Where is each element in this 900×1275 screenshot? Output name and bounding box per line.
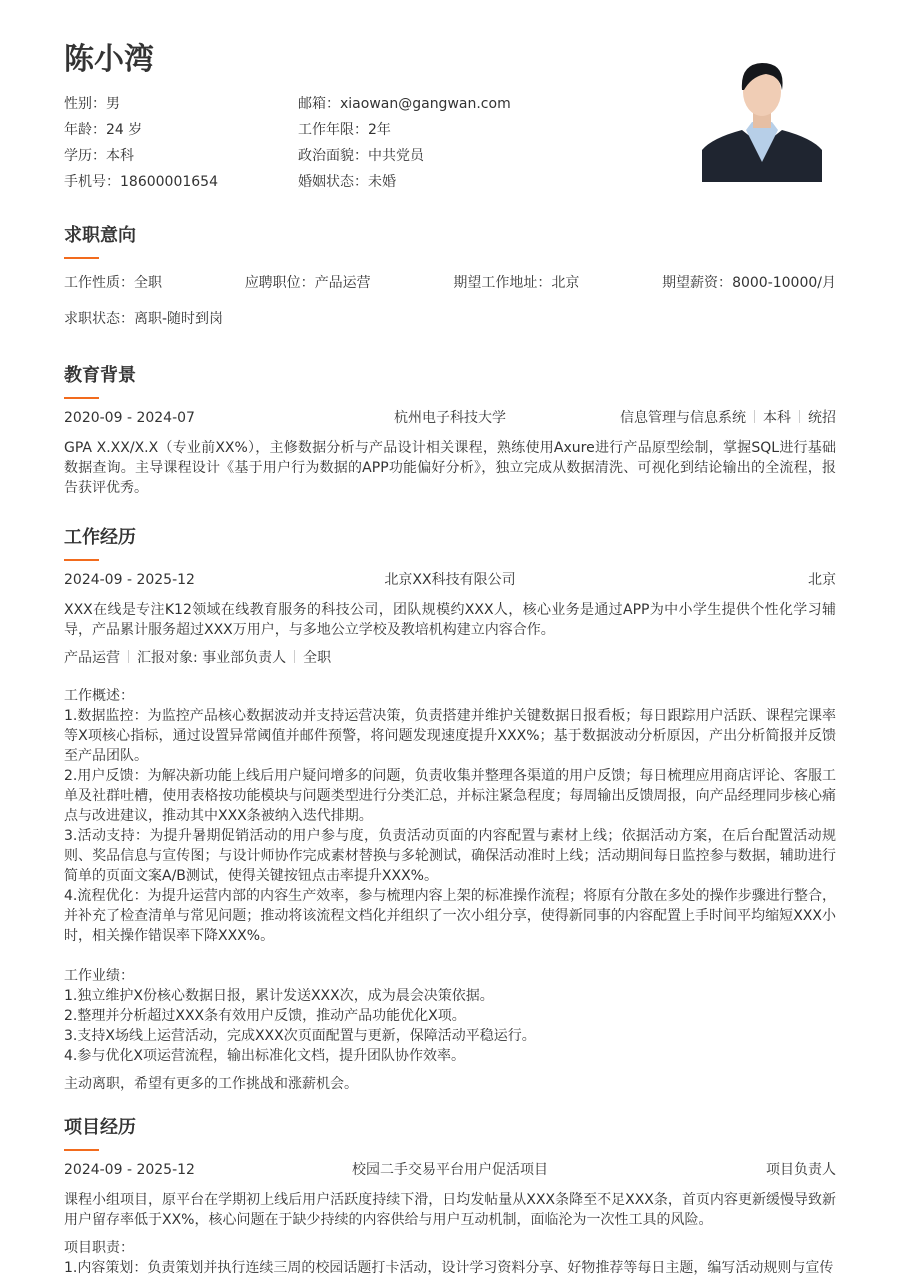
- project-description: 课程小组项目，原平台在学期初上线后用户活跃度持续下滑，日均发帖量从XXX条降至不足XXX条，首页内容更新缓慢导致新用户留存率低于XX%，核心问题在于缺少持续的内容供给与用户互动机制，面临沦为一次性工具的风险。: [64, 1192, 836, 1228]
- tag-type: 全职: [303, 650, 332, 666]
- info-age: [64, 120, 298, 146]
- info-marital: [298, 172, 532, 198]
- education-description: GPA X.XX/X.X（专业前XX%），主修数据分析与产品设计相关课程，熟练使用Axure进行产品原型绘制，掌握SQL进行基础数据查询。主导课程设计《基于用户行为数据的APP功能偏好分析》，独立完成从数据清洗、可视化到结论输出的全流程，报告获评优秀。: [64, 440, 836, 496]
- section-underline: [64, 559, 99, 561]
- intent-type: [64, 273, 162, 293]
- section-title: 求职意向: [64, 225, 136, 246]
- info-label: 邮箱：: [298, 96, 340, 112]
- overview-item: 4.流程优化：为提升运营内部的内容生产效率，参与梳理内容上架的标准操作流程；将原有分散在多处的操作步骤进行整合，并补充了检查清单与常见问题；推动将该流程文档化并组织了一次小组分享，使得新同事的内容配置上手时间平均缩短XXX小时，相关操作错误率下降XXX%。: [64, 888, 836, 944]
- section-title: 工作经历: [64, 527, 136, 548]
- tag-role: 产品运营: [64, 650, 120, 666]
- info-value: xiaowan@gangwan.com: [340, 96, 511, 112]
- education-meta: [64, 408, 836, 428]
- basic-info: [64, 94, 664, 198]
- intent-value: 全职: [134, 275, 162, 291]
- work-company: 北京XX科技有限公司: [384, 572, 516, 588]
- work-period: 2024-09 - 2025-12: [64, 572, 195, 588]
- intent-label: 工作性质：: [64, 275, 134, 291]
- achievements-title: 工作业绩：: [64, 968, 134, 984]
- info-value: 中共党员: [368, 148, 424, 164]
- duty-item: 1.内容策划：负责策划并执行连续三周的校园话题打卡活动，设计学习资料分享、好物推荐等每日主题，编写活动规则与宣传: [64, 1260, 834, 1275]
- section-underline: [64, 257, 99, 259]
- education-section: [64, 364, 836, 498]
- intent-status: [64, 309, 836, 329]
- info-gender: [64, 94, 298, 120]
- section-title: 项目经历: [64, 1117, 136, 1138]
- info-label: 性别：: [64, 96, 106, 112]
- intent-label: 求职状态：: [64, 311, 134, 327]
- info-value: 2年: [368, 122, 391, 138]
- intent-position: [245, 273, 371, 293]
- achievement-item: 4.参与优化X项运营流程，输出标准化文档，提升团队协作效率。: [64, 1048, 465, 1064]
- work-section: [64, 526, 836, 1094]
- intent-value: 北京: [551, 275, 580, 291]
- overview-title: 工作概述：: [64, 688, 134, 704]
- project-name: 校园二手交易平台用户促活项目: [352, 1162, 548, 1178]
- info-email: [298, 94, 532, 120]
- achievement-item: 2.整理并分析超过XXX条有效用户反馈，推动产品功能优化X项。: [64, 1008, 466, 1024]
- achievement-item: 3.支持X场线上运营活动，完成XXX次页面配置与更新，保障活动平稳运行。: [64, 1028, 536, 1044]
- info-label: 手机号：: [64, 174, 120, 190]
- info-row: [64, 120, 664, 146]
- overview-item: 2.用户反馈：为解决新功能上线后用户疑问增多的问题，负责收集并整理各渠道的用户反馈；每日梳理应用商店评论、客服工单及社群吐槽，使用表格按功能模块与问题类型进行分类汇总，并标注紧急程度；每周输出反馈周报，向产品经理同步核心痛点与改进建议，推动其中XXX条被纳入迭代排期。: [64, 768, 836, 824]
- work-tags: [64, 648, 836, 668]
- project-role: 项目负责人: [766, 1162, 836, 1178]
- intent-value: 离职-随时到岗: [134, 311, 224, 327]
- info-value: 18600001654: [120, 174, 218, 190]
- info-label: 政治面貌：: [298, 148, 368, 164]
- intent-salary: [662, 273, 836, 293]
- info-label: 学历：: [64, 148, 106, 164]
- education-tags: [620, 408, 836, 428]
- education-period: 2020-09 - 2024-07: [64, 410, 195, 426]
- project-section: [64, 1116, 836, 1275]
- tag-enrollment: 统招: [808, 410, 836, 426]
- tag-degree: 本科: [763, 410, 791, 426]
- info-political: [298, 146, 532, 172]
- divider: [799, 410, 800, 423]
- duties-title: 项目职责：: [64, 1240, 134, 1256]
- work-location: 北京: [808, 572, 836, 588]
- intent-label: 期望工作地址：: [453, 275, 552, 291]
- overview-item: 1.数据监控：为监控产品核心数据波动并支持运营决策，负责搭建并维护关键数据日报看板；每日跟踪用户活跃、课程完课率等X项核心指标，通过设置异常阈值并邮件预警，将问题发现速度提升XXX%；基于数据波动分析原因，产出分析简报并反馈至产品团队。: [64, 708, 836, 764]
- project-period: 2024-09 - 2025-12: [64, 1162, 195, 1178]
- overview-item: 3.活动支持：为提升暑期促销活动的用户参与度，负责活动页面的内容配置与素材上线；依据活动方案，在后台配置活动规则、奖品信息与宣传图；与设计师协作完成素材替换与多轮测试，确保活动准时上线；活动期间每日监控参与数据，辅助进行简单的页面文案A/B测试，使得关键按钮点击率提升XXX%。: [64, 828, 836, 884]
- info-row: [64, 146, 664, 172]
- intent-location: [453, 273, 579, 293]
- section-underline: [64, 1149, 99, 1151]
- tag-major: 信息管理与信息系统: [620, 410, 746, 426]
- candidate-name: 陈小湾: [64, 42, 154, 77]
- info-phone: [64, 172, 298, 198]
- info-row: [64, 94, 664, 120]
- project-meta: [64, 1160, 836, 1180]
- divider: [128, 650, 129, 663]
- info-value: 24 岁: [106, 122, 143, 138]
- divider: [294, 650, 295, 663]
- section-underline: [64, 397, 99, 399]
- intent-label: 应聘职位：: [244, 275, 315, 291]
- info-value: 本科: [106, 148, 134, 164]
- intent-label: 期望薪资：: [662, 275, 733, 291]
- tag-report-to: 汇报对象: 事业部负责人: [137, 650, 287, 666]
- intent-row: [64, 273, 836, 293]
- achievement-item: 1.独立维护X份核心数据日报，累计发送XXX次，成为晨会决策依据。: [64, 988, 494, 1004]
- profile-photo: [702, 50, 822, 182]
- section-title: 教育背景: [64, 365, 136, 386]
- info-degree: [64, 146, 298, 172]
- info-row: [64, 172, 664, 198]
- info-experience: [298, 120, 532, 146]
- leave-reason: 主动离职，希望有更多的工作挑战和涨薪机会。: [64, 1076, 358, 1092]
- work-meta: [64, 570, 836, 590]
- info-label: 年龄：: [64, 122, 106, 138]
- info-label: 工作年限：: [298, 122, 368, 138]
- education-school: 杭州电子科技大学: [394, 410, 506, 426]
- divider: [754, 410, 755, 423]
- company-description: XXX在线是专注K12领域在线教育服务的科技公司，团队规模约XXX人，核心业务是通过APP为中小学生提供个性化学习辅导，产品累计服务超过XXX万用户，与多地公立学校及教培机构建立内容合作。: [64, 602, 836, 638]
- job-intent-section: [64, 224, 836, 329]
- info-value: 男: [106, 96, 120, 112]
- intent-value: 产品运营: [314, 275, 371, 291]
- info-label: 婚姻状态：: [298, 174, 368, 190]
- info-value: 未婚: [368, 174, 396, 190]
- intent-value: 8000-10000/月: [732, 275, 836, 291]
